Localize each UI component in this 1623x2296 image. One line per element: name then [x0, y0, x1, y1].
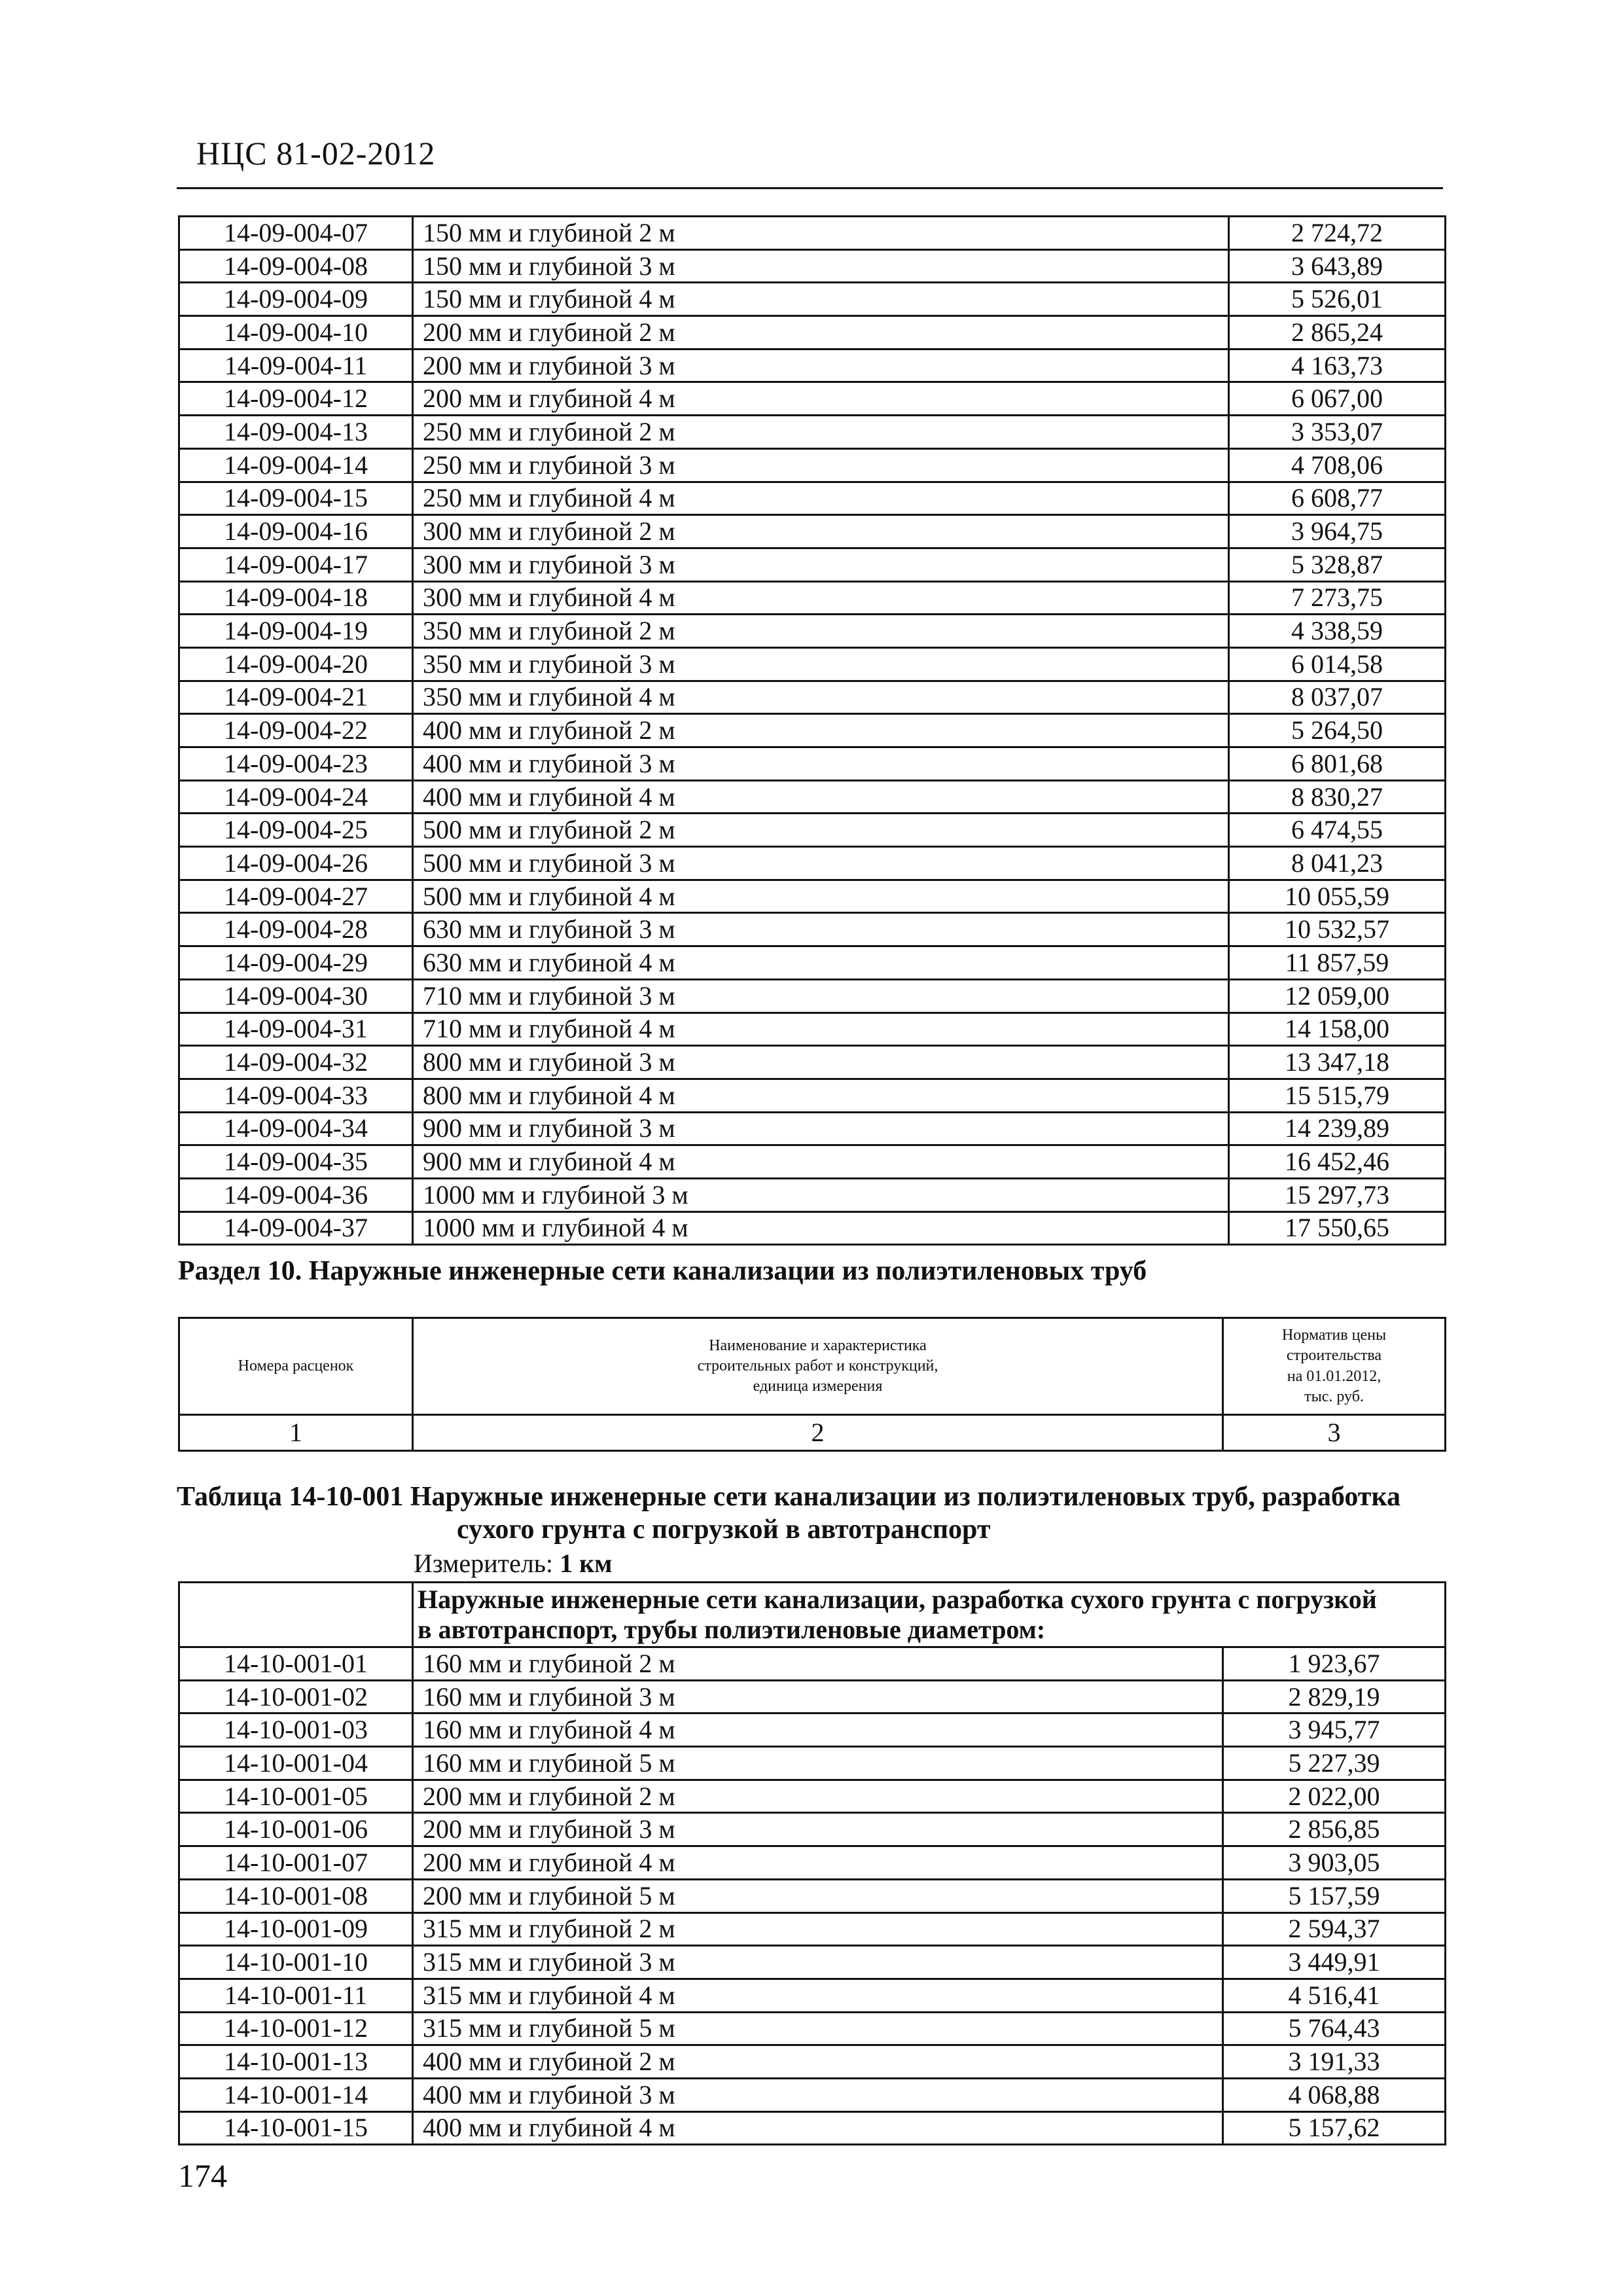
table-row [179, 217, 1446, 250]
description-cell: 315 мм и глубиной 2 м [413, 1912, 1223, 1946]
table-row [179, 382, 1446, 416]
rate-code-cell: 14-09-004-29 [179, 946, 413, 980]
description-cell: 400 мм и глубиной 2 м [413, 714, 1229, 747]
table-row [179, 1145, 1446, 1179]
table-row [179, 714, 1446, 747]
table-row [179, 1846, 1446, 1880]
price-cell: 14 239,89 [1229, 1112, 1446, 1145]
description-cell: 300 мм и глубиной 2 м [413, 515, 1229, 548]
description-cell: 300 мм и глубиной 3 м [413, 548, 1229, 581]
rate-code-cell: 14-09-004-07 [179, 217, 413, 250]
table-row [179, 880, 1446, 913]
price-cell: 4 163,73 [1229, 349, 1446, 382]
rate-code-cell: 14-10-001-04 [179, 1747, 413, 1780]
rate-code-cell: 14-10-001-03 [179, 1713, 413, 1747]
group-header-empty-cell [179, 1583, 413, 1647]
price-cell: 5 264,50 [1229, 714, 1446, 747]
rate-code-cell: 14-09-004-14 [179, 448, 413, 482]
table-row [179, 647, 1446, 681]
header-col-name: Наименование и характеристика строительных работ и конструкций, единица измерения [413, 1318, 1223, 1415]
table-row [179, 1879, 1446, 1912]
price-cell: 8 041,23 [1229, 847, 1446, 880]
header-col-price: Норматив цены строительства на 01.01.2012, тыс. руб. [1223, 1318, 1446, 1415]
rate-code-cell: 14-10-001-14 [179, 2078, 413, 2111]
price-cell: 2 724,72 [1229, 217, 1446, 250]
price-cell: 8 830,27 [1229, 780, 1446, 814]
measure-label: Измеритель: [414, 1549, 554, 1578]
rate-code-cell: 14-10-001-13 [179, 2045, 413, 2079]
rate-code-cell: 14-09-004-24 [179, 780, 413, 814]
description-cell: 400 мм и глубиной 3 м [413, 2078, 1223, 2111]
rate-code-cell: 14-10-001-01 [179, 1647, 413, 1681]
table-row [179, 1780, 1446, 1813]
description-cell: 710 мм и глубиной 4 м [413, 1013, 1229, 1046]
rate-code-cell: 14-09-004-33 [179, 1079, 413, 1112]
table-row [179, 1912, 1446, 1946]
column-number-row [179, 1415, 1446, 1451]
price-cell: 5 328,87 [1229, 548, 1446, 581]
price-cell: 14 158,00 [1229, 1013, 1446, 1046]
price-cell: 2 865,24 [1229, 316, 1446, 350]
document-code: НЦС 81-02-2012 [196, 135, 436, 171]
continued-price-table [178, 215, 1446, 1246]
table-row [179, 913, 1446, 946]
continued-table-body [179, 217, 1446, 1245]
description-cell: 1000 мм и глубиной 4 м [413, 1211, 1229, 1245]
table-row [179, 1211, 1446, 1245]
rate-code-cell: 14-09-004-30 [179, 979, 413, 1013]
table-caption-line-2: сухого грунта с погрузкой в автотранспорт [457, 1515, 991, 1545]
rate-code-cell: 14-09-004-36 [179, 1178, 413, 1211]
rate-code-cell: 14-09-004-16 [179, 515, 413, 548]
rate-code-cell: 14-09-004-17 [179, 548, 413, 581]
description-cell: 500 мм и глубиной 3 м [413, 847, 1229, 880]
description-cell: 500 мм и глубиной 2 м [413, 814, 1229, 847]
page-number: 174 [178, 2157, 227, 2194]
rate-code-cell: 14-09-004-35 [179, 1145, 413, 1179]
rate-code-cell: 14-09-004-11 [179, 349, 413, 382]
price-cell: 3 191,33 [1223, 2045, 1446, 2079]
price-table-14-10-001 [178, 1581, 1446, 2145]
group-header-cell: Наружные инженерные сети канализации, разработка сухого грунта с погрузкой в автотранспорт, трубы полиэтиленовые диаметром: [413, 1583, 1446, 1647]
rate-code-cell: 14-09-004-15 [179, 482, 413, 515]
price-cell: 2 829,19 [1223, 1680, 1446, 1713]
price-cell: 4 338,59 [1229, 615, 1446, 648]
table-row [179, 1747, 1446, 1780]
description-cell: 200 мм и глубиной 5 м [413, 1879, 1223, 1912]
price-cell: 2 594,37 [1223, 1912, 1446, 1946]
description-cell: 160 мм и глубиной 2 м [413, 1647, 1223, 1681]
description-cell: 160 мм и глубиной 3 м [413, 1680, 1223, 1713]
description-cell: 800 мм и глубиной 4 м [413, 1079, 1229, 1112]
description-cell: 900 мм и глубиной 4 м [413, 1145, 1229, 1179]
price-cell: 4 516,41 [1223, 1979, 1446, 2012]
price-cell: 5 157,62 [1223, 2111, 1446, 2145]
price-cell: 15 297,73 [1229, 1178, 1446, 1211]
price-cell: 3 903,05 [1223, 1846, 1446, 1880]
table-row [179, 515, 1446, 548]
description-cell: 250 мм и глубиной 2 м [413, 416, 1229, 449]
description-cell: 200 мм и глубиной 2 м [413, 316, 1229, 350]
table-row [179, 2012, 1446, 2045]
table-row [179, 249, 1446, 283]
description-cell: 1000 мм и глубиной 3 м [413, 1178, 1229, 1211]
rate-code-cell: 14-10-001-06 [179, 1813, 413, 1846]
price-cell: 11 857,59 [1229, 946, 1446, 980]
price-cell: 6 474,55 [1229, 814, 1446, 847]
rate-code-cell: 14-10-001-11 [179, 1979, 413, 2012]
description-cell: 150 мм и глубиной 4 м [413, 283, 1229, 316]
price-cell: 3 945,77 [1223, 1713, 1446, 1747]
table-row [179, 349, 1446, 382]
rate-code-cell: 14-09-004-37 [179, 1211, 413, 1245]
header-row [179, 1318, 1446, 1415]
description-cell: 315 мм и глубиной 5 м [413, 2012, 1223, 2045]
description-cell: 250 мм и глубиной 4 м [413, 482, 1229, 515]
table-row [179, 814, 1446, 847]
rate-code-cell: 14-09-004-21 [179, 681, 413, 714]
rate-code-cell: 14-09-004-10 [179, 316, 413, 350]
price-cell: 6 067,00 [1229, 382, 1446, 416]
description-cell: 350 мм и глубиной 4 м [413, 681, 1229, 714]
table-row [179, 1680, 1446, 1713]
price-cell: 1 923,67 [1223, 1647, 1446, 1681]
group-header-row [179, 1583, 1446, 1647]
rate-code-cell: 14-10-001-08 [179, 1879, 413, 1912]
rate-code-cell: 14-09-004-23 [179, 747, 413, 781]
description-cell: 150 мм и глубиной 2 м [413, 217, 1229, 250]
table-row [179, 548, 1446, 581]
table-row [179, 581, 1446, 615]
description-cell: 900 мм и глубиной 3 м [413, 1112, 1229, 1145]
column-number-3: 3 [1223, 1415, 1446, 1451]
table-row [179, 416, 1446, 449]
price-cell: 5 227,39 [1223, 1747, 1446, 1780]
price-cell: 6 801,68 [1229, 747, 1446, 781]
description-cell: 200 мм и глубиной 4 м [413, 382, 1229, 416]
rate-code-cell: 14-09-004-18 [179, 581, 413, 615]
price-cell: 17 550,65 [1229, 1211, 1446, 1245]
rate-code-cell: 14-10-001-09 [179, 1912, 413, 1946]
description-cell: 250 мм и глубиной 3 м [413, 448, 1229, 482]
table-row [179, 1079, 1446, 1112]
table-row [179, 2078, 1446, 2111]
table-row [179, 1713, 1446, 1747]
rate-code-cell: 14-09-004-25 [179, 814, 413, 847]
description-cell: 400 мм и глубиной 4 м [413, 780, 1229, 814]
description-cell: 300 мм и глубиной 4 м [413, 581, 1229, 615]
rate-code-cell: 14-09-004-08 [179, 249, 413, 283]
price-table-body [179, 1583, 1446, 2145]
table-row [179, 1946, 1446, 1979]
rate-code-cell: 14-10-001-10 [179, 1946, 413, 1979]
section-title: Раздел 10. Наружные инженерные сети канализации из полиэтиленовых труб [178, 1256, 1147, 1286]
price-cell: 3 449,91 [1223, 1946, 1446, 1979]
measure-value: 1 км [560, 1549, 613, 1578]
price-cell: 4 708,06 [1229, 448, 1446, 482]
price-cell: 5 526,01 [1229, 283, 1446, 316]
table-row [179, 1979, 1446, 2012]
rate-code-cell: 14-10-001-07 [179, 1846, 413, 1880]
price-cell: 12 059,00 [1229, 979, 1446, 1013]
description-cell: 630 мм и глубиной 4 м [413, 946, 1229, 980]
price-cell: 2 022,00 [1223, 1780, 1446, 1813]
table-row [179, 1178, 1446, 1211]
description-cell: 350 мм и глубиной 2 м [413, 615, 1229, 648]
description-cell: 400 мм и глубиной 4 м [413, 2111, 1223, 2145]
price-cell: 5 764,43 [1223, 2012, 1446, 2045]
table-row [179, 946, 1446, 980]
price-cell: 3 964,75 [1229, 515, 1446, 548]
description-cell: 315 мм и глубиной 4 м [413, 1979, 1223, 2012]
price-cell: 15 515,79 [1229, 1079, 1446, 1112]
column-number-1: 1 [179, 1415, 413, 1451]
description-cell: 630 мм и глубиной 3 м [413, 913, 1229, 946]
column-number-2: 2 [413, 1415, 1223, 1451]
column-header-table [178, 1317, 1446, 1452]
price-cell: 3 353,07 [1229, 416, 1446, 449]
description-cell: 500 мм и глубиной 4 м [413, 880, 1229, 913]
price-cell: 7 273,75 [1229, 581, 1446, 615]
description-cell: 200 мм и глубиной 4 м [413, 1846, 1223, 1880]
table-row [179, 747, 1446, 781]
table-row [179, 1813, 1446, 1846]
rate-code-cell: 14-09-004-19 [179, 615, 413, 648]
rate-code-cell: 14-09-004-32 [179, 1046, 413, 1079]
price-cell: 10 532,57 [1229, 913, 1446, 946]
description-cell: 400 мм и глубиной 2 м [413, 2045, 1223, 2079]
description-cell: 350 мм и глубиной 3 м [413, 647, 1229, 681]
description-cell: 200 мм и глубиной 3 м [413, 349, 1229, 382]
rate-code-cell: 14-09-004-26 [179, 847, 413, 880]
table-caption [177, 1480, 1443, 1547]
table-row [179, 482, 1446, 515]
description-cell: 800 мм и глубиной 3 м [413, 1046, 1229, 1079]
table-row [179, 2111, 1446, 2145]
table-row [179, 1647, 1446, 1681]
description-cell: 200 мм и глубиной 2 м [413, 1780, 1223, 1813]
table-row [179, 1013, 1446, 1046]
description-cell: 160 мм и глубиной 4 м [413, 1713, 1223, 1747]
rate-code-cell: 14-09-004-22 [179, 714, 413, 747]
rate-code-cell: 14-09-004-09 [179, 283, 413, 316]
table-row [179, 979, 1446, 1013]
table-row [179, 847, 1446, 880]
price-cell: 6 014,58 [1229, 647, 1446, 681]
rate-code-cell: 14-09-004-12 [179, 382, 413, 416]
table-row [179, 1112, 1446, 1145]
table-row [179, 316, 1446, 350]
price-cell: 16 452,46 [1229, 1145, 1446, 1179]
rate-code-cell: 14-09-004-31 [179, 1013, 413, 1046]
measure-unit [414, 1548, 612, 1579]
rate-code-cell: 14-09-004-20 [179, 647, 413, 681]
table-row [179, 780, 1446, 814]
rate-code-cell: 14-09-004-28 [179, 913, 413, 946]
description-cell: 150 мм и глубиной 3 м [413, 249, 1229, 283]
price-cell: 3 643,89 [1229, 249, 1446, 283]
rate-code-cell: 14-10-001-02 [179, 1680, 413, 1713]
table-row [179, 2045, 1446, 2079]
price-cell: 13 347,18 [1229, 1046, 1446, 1079]
description-cell: 200 мм и глубиной 3 м [413, 1813, 1223, 1846]
table-row [179, 681, 1446, 714]
price-cell: 4 068,88 [1223, 2078, 1446, 2111]
description-cell: 710 мм и глубиной 3 м [413, 979, 1229, 1013]
description-cell: 315 мм и глубиной 3 м [413, 1946, 1223, 1979]
rate-code-cell: 14-09-004-27 [179, 880, 413, 913]
header-col-codes: Номера расценок [179, 1318, 413, 1415]
price-cell: 5 157,59 [1223, 1879, 1446, 1912]
table-row [179, 283, 1446, 316]
rate-code-cell: 14-10-001-12 [179, 2012, 413, 2045]
price-cell: 6 608,77 [1229, 482, 1446, 515]
table-row [179, 448, 1446, 482]
description-cell: 400 мм и глубиной 3 м [413, 747, 1229, 781]
price-cell: 2 856,85 [1223, 1813, 1446, 1846]
rate-code-cell: 14-09-004-34 [179, 1112, 413, 1145]
rate-code-cell: 14-09-004-13 [179, 416, 413, 449]
table-row [179, 1046, 1446, 1079]
price-cell: 10 055,59 [1229, 880, 1446, 913]
table-row [179, 615, 1446, 648]
price-cell: 8 037,07 [1229, 681, 1446, 714]
rate-code-cell: 14-10-001-05 [179, 1780, 413, 1813]
table-caption-line-1: Таблица 14-10-001 Наружные инженерные сети канализации из полиэтиленовых труб, разработка [177, 1482, 1401, 1512]
header-rule [177, 187, 1443, 189]
rate-code-cell: 14-10-001-15 [179, 2111, 413, 2145]
description-cell: 160 мм и глубиной 5 м [413, 1747, 1223, 1780]
